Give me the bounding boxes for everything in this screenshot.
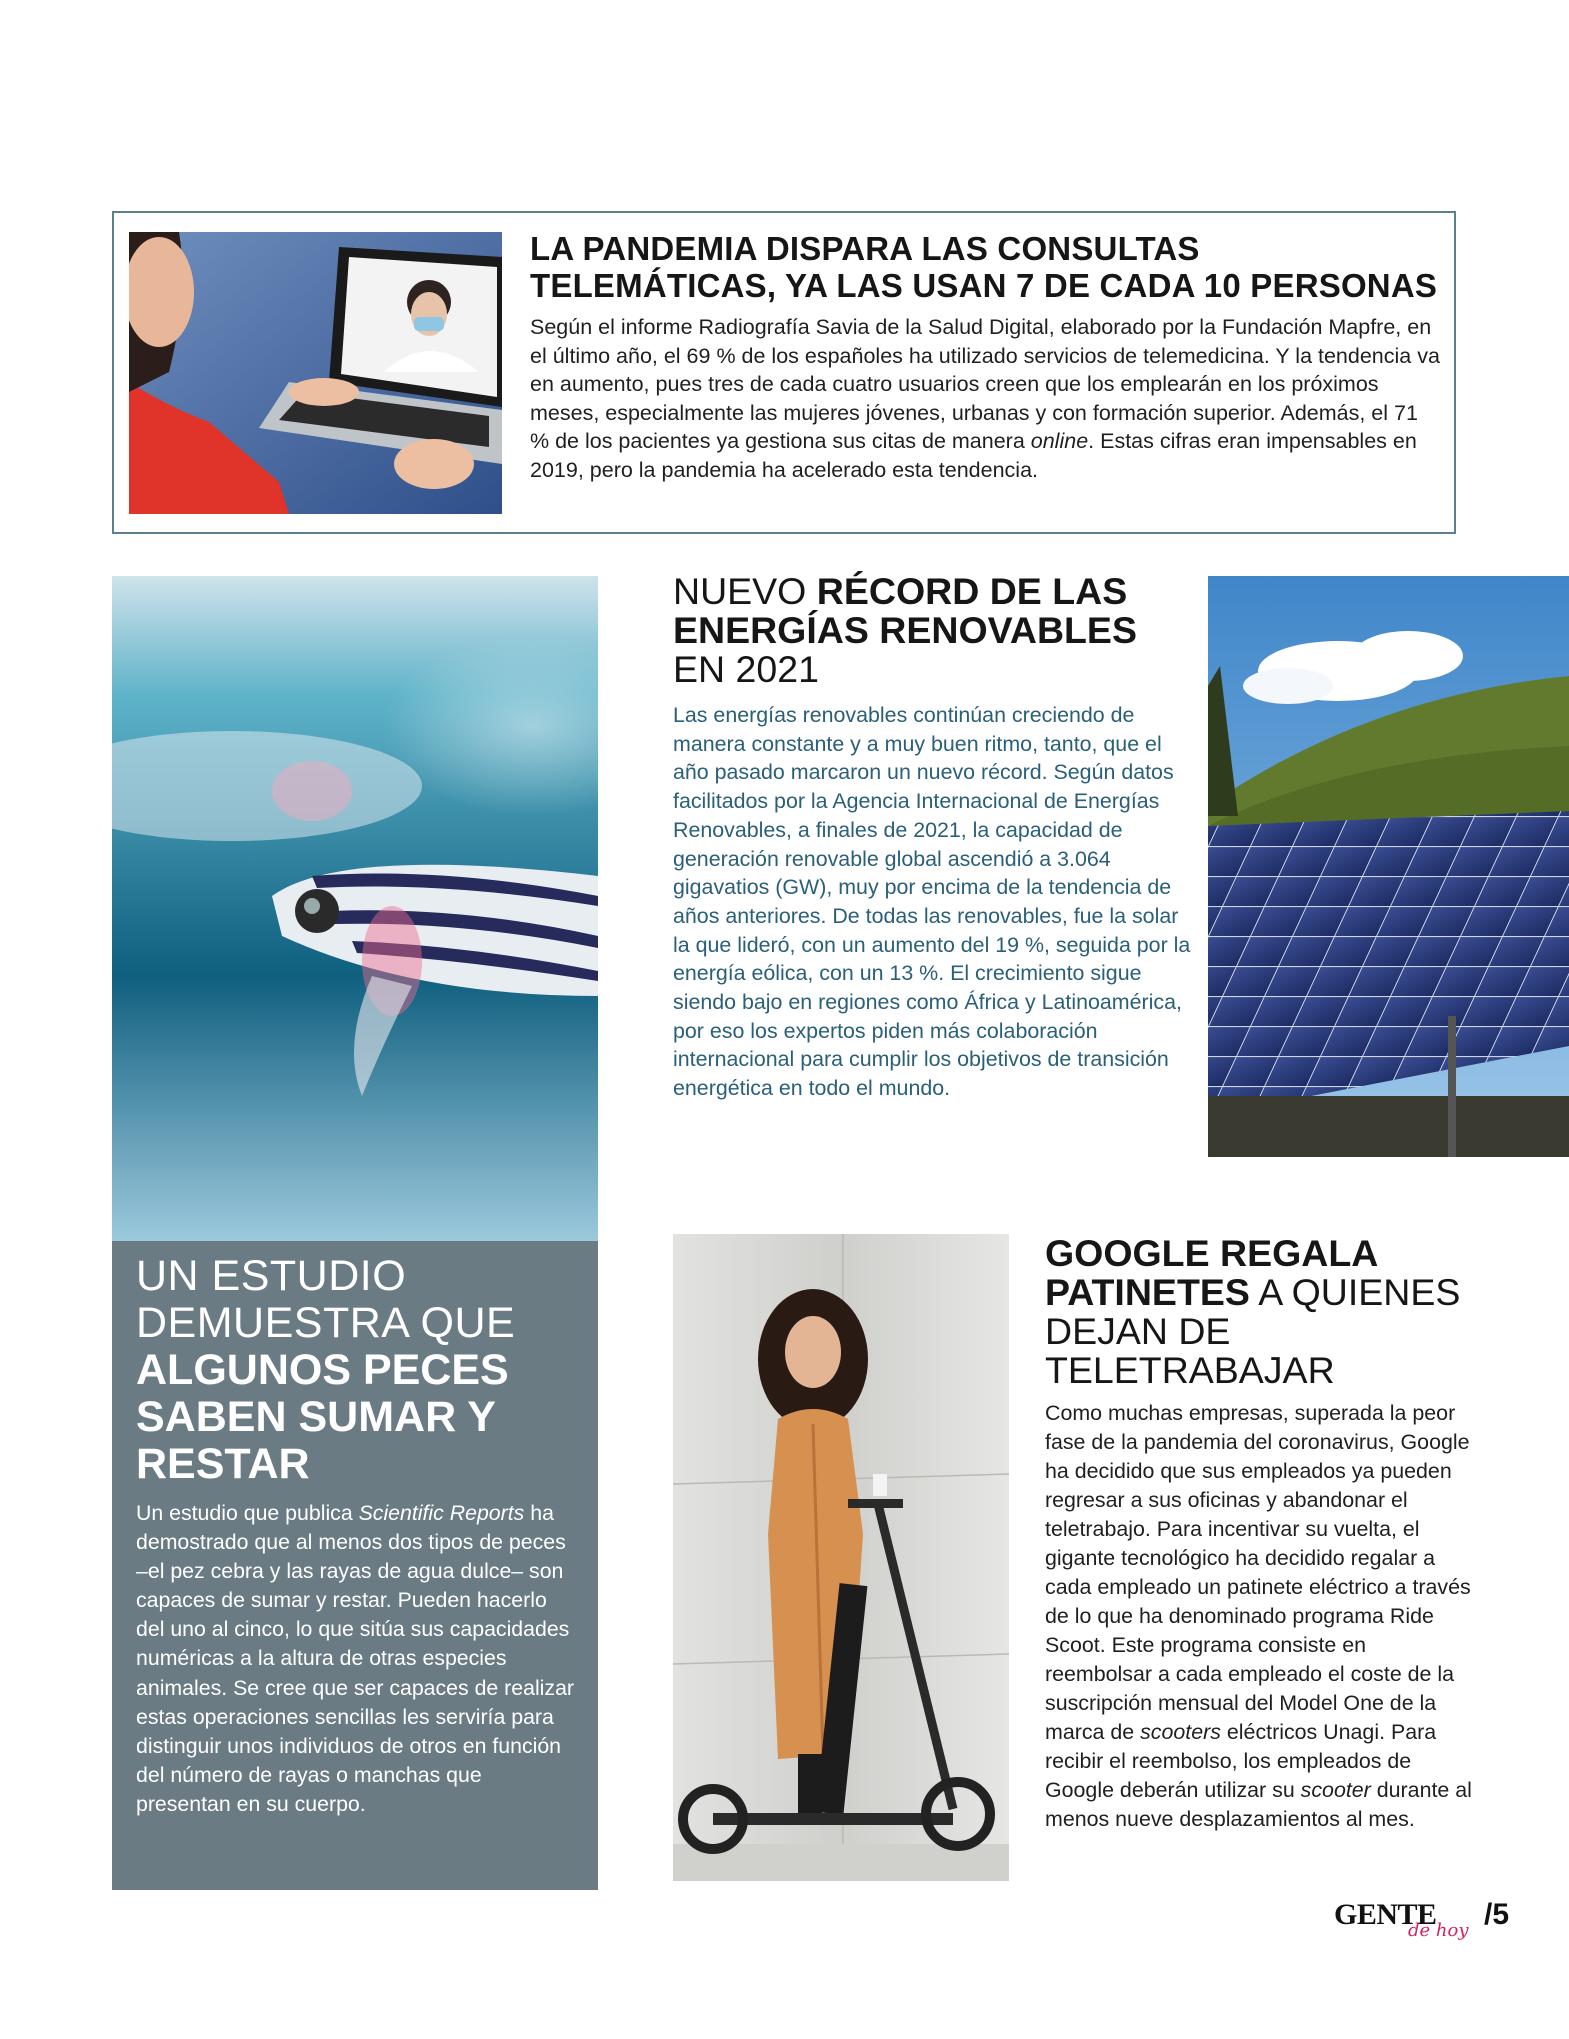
renewables-headline-part-2: RÉCORD DE LAS ENERGÍAS RENOVABLES	[673, 570, 1137, 651]
telemedicine-body-text-2: . Estas cifras eran impensables en 2019, pero la pandemia ha acelerado esta tendencia.	[530, 429, 1417, 482]
renewables-body: Las energías renovables continúan creciendo de manera constante y a muy buen ritmo, tanto, que el año pasado marcaron un nuevo récord. Según datos facilitados por la Agencia Internacional de Energías Renovables, a finales de 2021, la capacidad de generación renovable global ascendió a 3.064 gigavatios (GW), muy por encima de la tendencia de años anteriores. De todas las renovables, fue la solar la que lideró, con un aumento del 19 %, seguida por la energía eólica, con un 13 %. El crecimiento sigue siendo bajo en regiones como África y Latinoamérica, por eso los expertos piden más colaboración internacional para cumplir los objetivos de transición energética en todo el mundo.	[673, 703, 1191, 1101]
google-body-italic-1: scooters	[1140, 1720, 1221, 1744]
woman-scooter-photo	[673, 1234, 1009, 1881]
google-body-text-3: durante al menos nueve desplazamientos al mes.	[1045, 1778, 1472, 1831]
telemedicine-headline: LA PANDEMIA DISPARA LAS CONSULTAS TELEMÁTICAS, YA LAS USAN 7 DE CADA 10 PERSONAS	[530, 230, 1438, 304]
google-headline-bold: GOOGLE REGALA PATINETES	[1045, 1232, 1377, 1313]
fish-headline-bold: ALGUNOS PECES SABEN SUMAR Y RESTAR	[136, 1346, 509, 1488]
fish-headline	[136, 1253, 586, 1488]
telemedicine-photo	[129, 232, 502, 514]
google-body-text-1: Como muchas empresas, superada la peor fase de la pandemia del coronavirus, Google ha decidido que sus empleados ya pueden regresar a sus oficinas y abandonar el teletrabajo. Para incentivar su vuelta, el gigante tecnológico ha decidido regalar a cada empleado un patinete eléctrico a través de lo que ha denominado programa Ride Scoot. Este programa consiste en reembolsar a cada empleado el coste de la suscripción mensual del Model One de la marca de	[1045, 1401, 1471, 1744]
google-headline-thin: A QUIENES DEJAN DE TELETRABAJAR	[1045, 1271, 1461, 1391]
telemedicine-body-italic: online	[1030, 429, 1089, 454]
magazine-logo: GENTE	[1334, 1898, 1437, 1931]
fish-headline-thin: UN ESTUDIO DEMUESTRA QUE	[136, 1252, 516, 1347]
fish-body-text-2: ha demostrado que al menos dos tipos de peces –el pez cebra y las rayas de agua dulce– son capaces de sumar y restar. Pueden hacerlo del uno al cinco, lo que sitúa sus capacidades numéricas a la altura de otras especies animales. Se cree que ser capaces de realizar estas operaciones sencillas les serviría para distinguir unos individuos de otros en función del número de rayas o manchas que presentan en su cuerpo.	[136, 1501, 575, 1816]
fish-body-text-1: Un estudio que publica	[136, 1501, 359, 1525]
renewables-headline-part-1: NUEVO	[673, 570, 817, 612]
google-body-text-2: eléctricos Unagi. Para recibir el reembolso, los empleados de Google deberán utilizar su	[1045, 1720, 1437, 1802]
page-number: /5	[1484, 1898, 1510, 1931]
google-headline	[1045, 1234, 1485, 1390]
google-body-italic-2: scooter	[1300, 1778, 1371, 1802]
page-footer	[1334, 1898, 1534, 1958]
zebrafish-photo	[112, 576, 598, 1241]
fish-body	[136, 1499, 581, 1819]
telemedicine-body-text-1: Según el informe Radiografía Savia de la Salud Digital, elaborado por la Fundación Mapfre, en el último año, el 69 % de los españoles ha utilizado servicios de telemedicina. Y la tendencia va en aumento, pues tres de cada cuatro usuarios creen que los emplearán en los próximos meses, especialmente las mujeres jóvenes, urbanas y con formación superior. Además, el 71 % de los pacientes ya gestiona sus citas de manera	[530, 315, 1440, 454]
solar-panels-photo	[1208, 576, 1569, 1157]
google-body	[1045, 1399, 1475, 1834]
renewables-headline-part-3: EN 2021	[673, 648, 819, 690]
fish-body-italic: Scientific Reports	[358, 1501, 525, 1525]
renewables-headline	[673, 572, 1193, 689]
telemedicine-body	[530, 313, 1440, 485]
magazine-logo-subtitle: de hoy	[1408, 1920, 1469, 1941]
